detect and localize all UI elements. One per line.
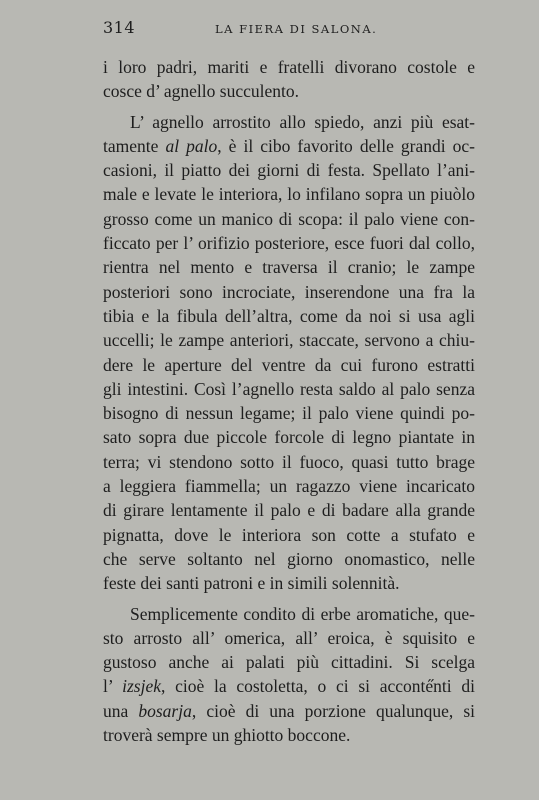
text-line: bisogno di nessun legame; il palo viene quindi po- <box>103 403 475 424</box>
italic-term: izsjek <box>122 676 162 697</box>
italic-term: al palo <box>165 135 218 156</box>
paragraph <box>103 110 475 596</box>
text-line: ficcato per l’ orifizio posteriore, esce fuori dal collo, <box>103 233 475 254</box>
text-line: dere le aperture del ventre da cui furono estratti <box>103 354 475 375</box>
paragraph <box>103 602 475 748</box>
text-line: gustoso anche ai palati più cittadini. Si scelga <box>103 652 475 673</box>
running-title: LA FIERA DI SALONA. <box>215 22 378 36</box>
text-line: troverà sempre un ghiotto boccone. <box>103 725 351 746</box>
text-line: casioni, il piatto dei giorni di festa. Spellato l’ani- <box>103 160 475 181</box>
text-line: sato sopra due piccole forcole di legno piantate in <box>103 427 475 448</box>
text-line: posteriori sono incrociate, inserendone una fra la <box>103 281 475 302</box>
text-line: uccelli; le zampe anteriori, staccate, servono a chiu- <box>103 330 475 351</box>
text-line: tamente al palo, è il cibo favorito delle grandi oc- <box>103 135 475 156</box>
page-number: 314 <box>103 18 136 37</box>
italic-term: bosarja <box>138 700 192 721</box>
text-line: cosce d’ agnello succulento. <box>103 81 299 102</box>
text-line: che serve soltanto nel giorno onomastico, nelle <box>103 548 475 569</box>
text-line: L’ agnello arrostito allo spiedo, anzi più esat- <box>130 111 475 132</box>
text-line: a leggiera fiammella; un ragazzo viene incaricato <box>103 476 475 497</box>
text-line: Semplicemente condito di erbe aromatiche, que- <box>130 603 475 624</box>
text-line: pignatta, dove le interiora son cotte a stufato e <box>103 524 475 545</box>
text-line: feste dei santi patroni e in simili solennità. <box>103 573 400 594</box>
page-header <box>103 18 475 40</box>
body-text <box>103 55 475 747</box>
text-line: una bosarja, cioè di una porzione qualunque, si <box>103 700 475 721</box>
text-line: l’ izsjek, cioè la costoletta, o ci si acconte̋nti di <box>103 676 475 697</box>
text-line: di girare lentamente il palo e di badare alla grande <box>103 500 475 521</box>
text-line: i loro padri, mariti e fratelli divorano costole e <box>103 57 475 77</box>
paragraph <box>103 55 475 104</box>
text-line: sto arrosto all’ omerica, all’ eroica, è squisito e <box>103 627 475 648</box>
text-line: grosso come un manico di scopa: il palo viene con- <box>103 208 475 229</box>
text-line: male e levate le interiora, lo infilano sopra un piuòlo <box>103 184 475 205</box>
text-line: terra; vi stendono sotto il fuoco, quasi tutto brage <box>103 451 475 472</box>
text-line: rientra nel mento e traversa il cranio; le zampe <box>103 257 475 278</box>
text-line: gli intestini. Così l’agnello resta saldo al palo senza <box>103 378 475 399</box>
text-line: tibia e la fibula dell’altra, come da noi si usa agli <box>103 305 475 326</box>
